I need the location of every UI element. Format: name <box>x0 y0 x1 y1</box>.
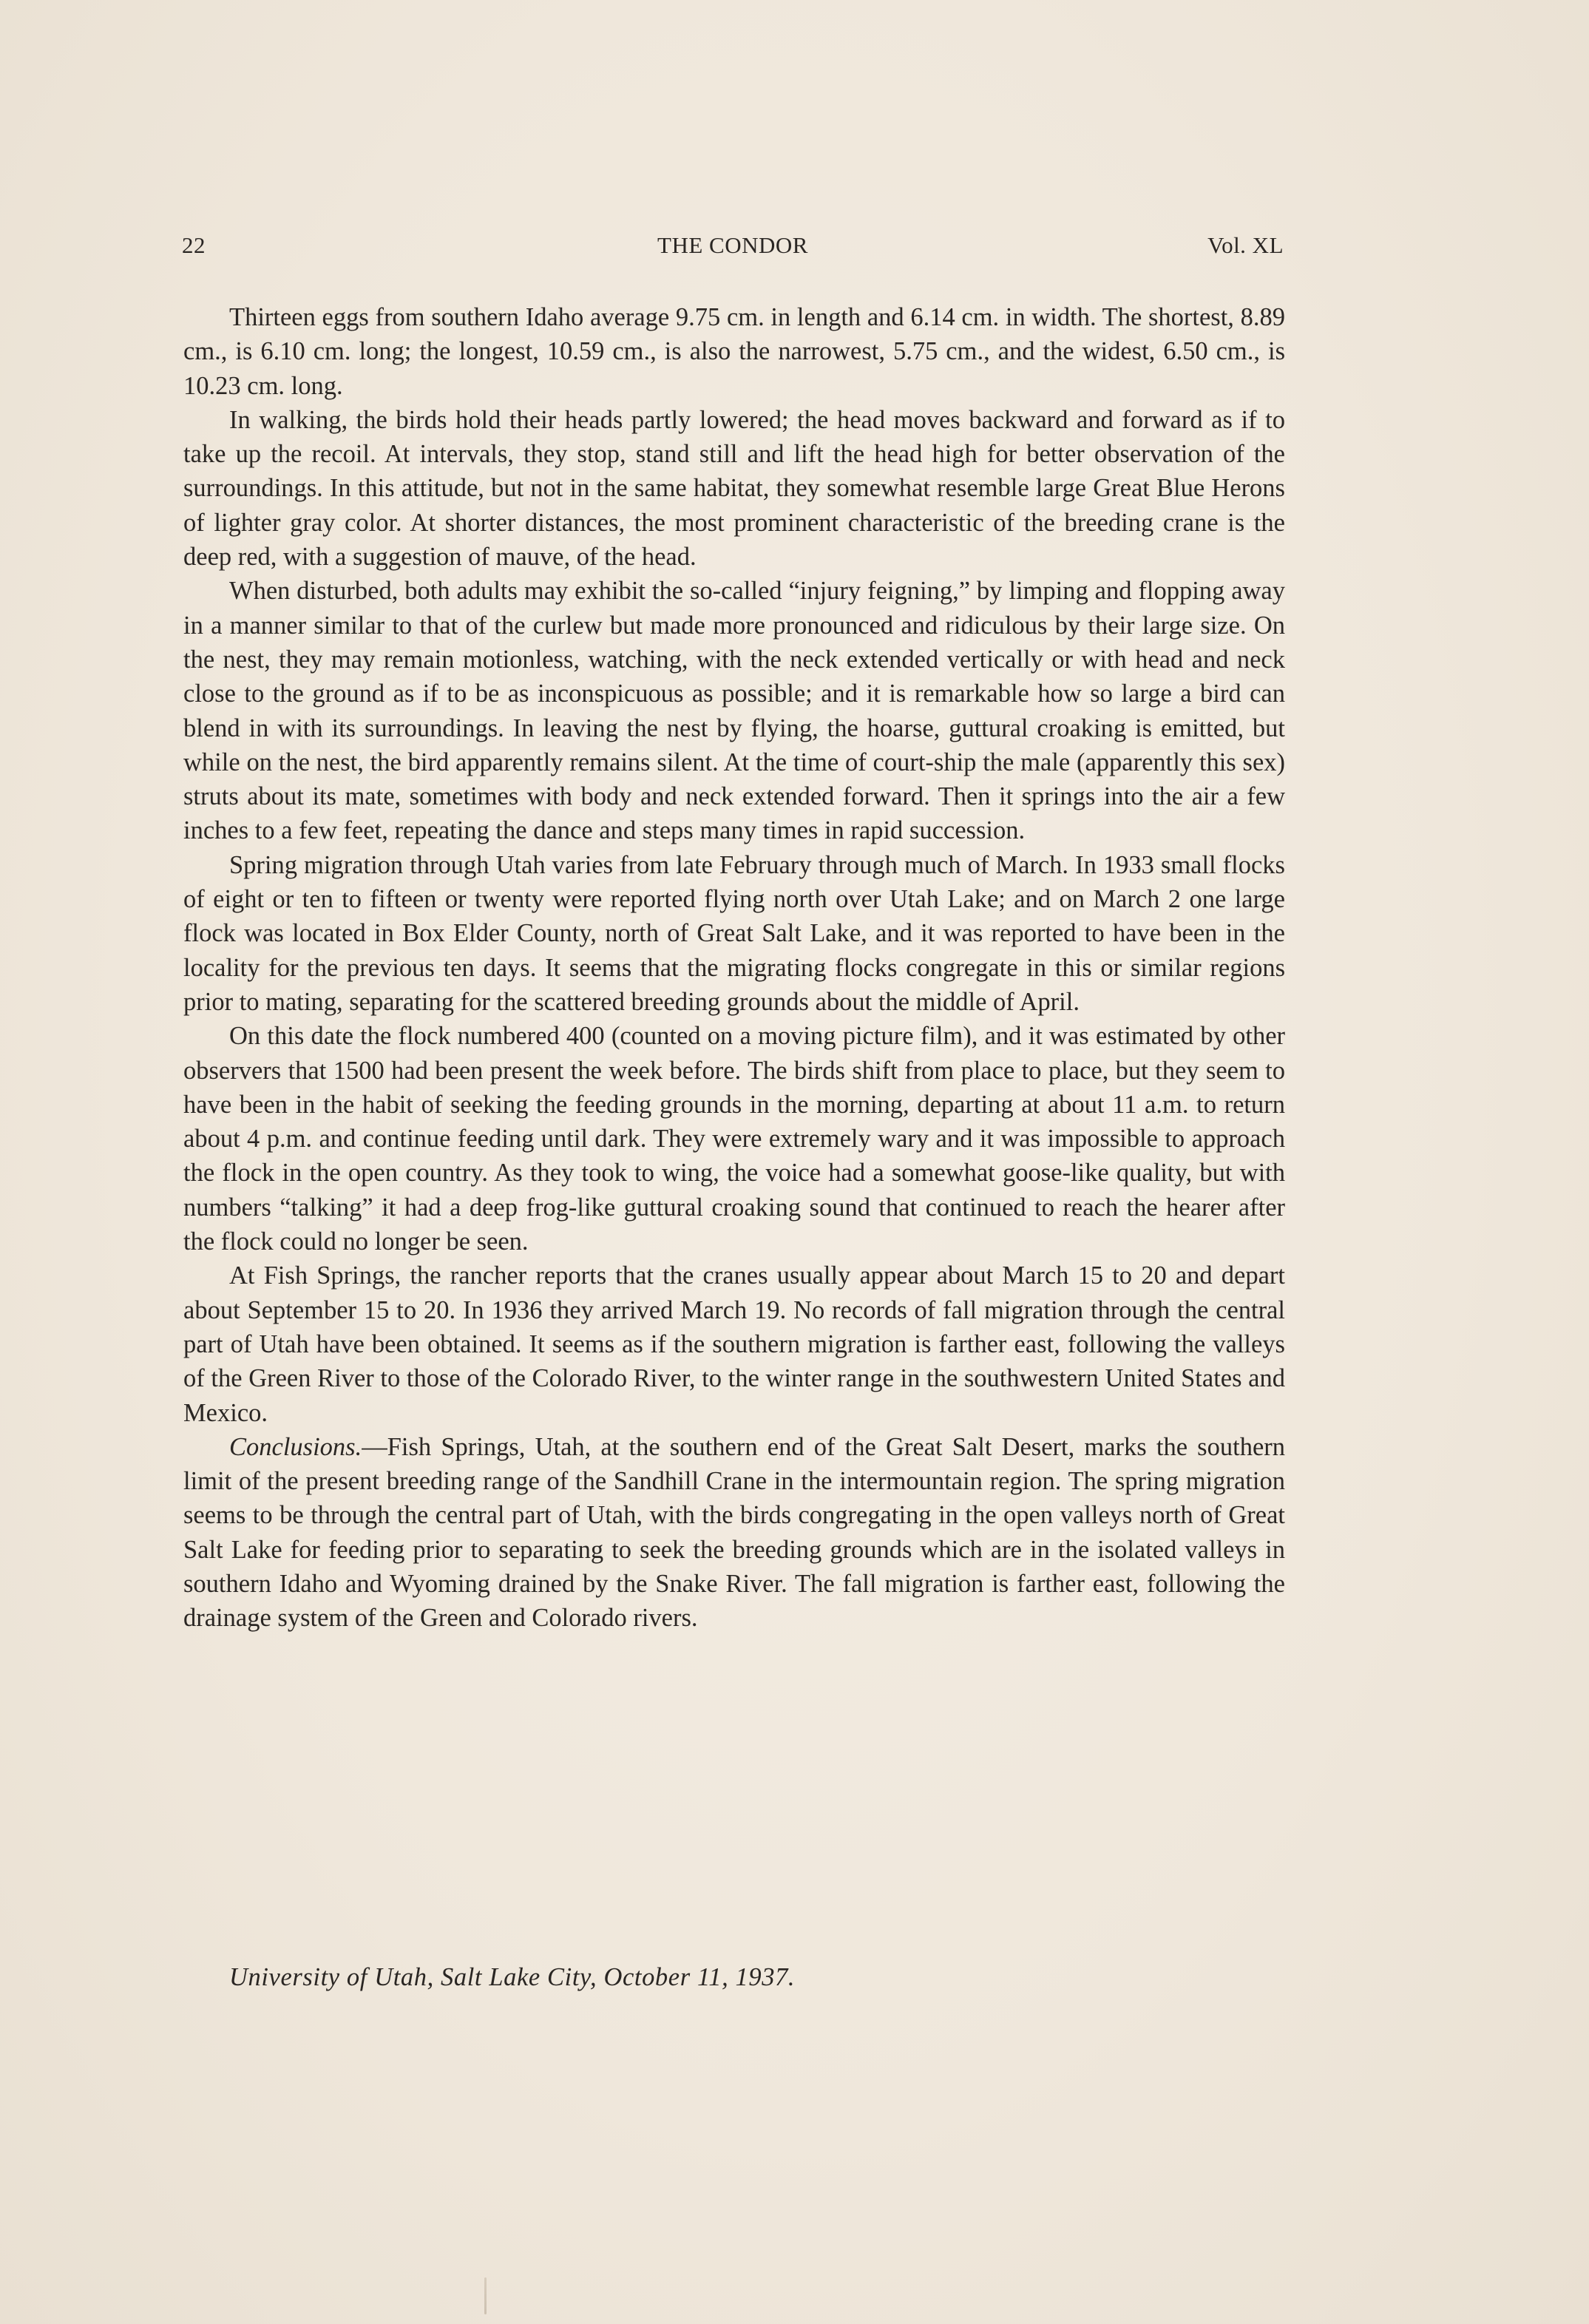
journal-title: THE CONDOR <box>657 232 808 258</box>
author-affiliation: University of Utah, Salt Lake City, October 11, 1937. <box>229 1963 796 1991</box>
paragraph-spring-migration: Spring migration through Utah varies from late February through much of March. In 1933 small flocks of eight or ten to fifteen or twenty were reported flying north over Utah Lake; and on March 2 one large flock was located in Box Elder County, north of Great Salt Lake, and it was reported to have been in the locality for the previous ten days. It seems that the migrating flocks congregate in this or similar regions prior to mating, separating for the scattered breeding grounds about the middle of April. <box>183 850 1285 1016</box>
paragraph-conclusions <box>183 1430 1285 1636</box>
article-body <box>183 300 1285 1636</box>
page-number: 22 <box>182 232 206 258</box>
paragraph-disturbed: When disturbed, both adults may exhibit the so-called “injury feigning,” by limping and flopping away in a manner similar to that of the curlew but made more pronounced and ridiculous by their large size. On the nest, they may remain motionless, watching, with the neck extended vertically or with head and neck close to the ground as if to be as inconspicuous as possible; and it is remarkable how so large a bird can blend in with its surroundings. In leaving the nest by flying, the hoarse, guttural croaking is emitted, but while on the nest, the bird apparently remains silent. At the time of court-ship the male (apparently this sex) struts about its mate, sometimes with body and neck extended forward. Then it springs into the air a few inches to a few feet, repeating the dance and steps many times in rapid succession. <box>183 577 1285 845</box>
paragraph-walking: In walking, the birds hold their heads partly lowered; the head moves backward and forward as if to take up the recoil. At intervals, they stop, stand still and lift the head high for better observation of the surroundings. In this attitude, but not in the same habitat, they somewhat resemble large Great Blue Herons of lighter gray color. At shorter distances, the most prominent characteristic of the breeding crane is the deep red, with a suggestion of mauve, of the head. <box>183 405 1285 572</box>
paragraph-flock-count: On this date the flock numbered 400 (counted on a moving picture film), and it was estimated by other observers that 1500 had been present the week before. The birds shift from place to place, but they seem to have been in the habit of seeking the feeding grounds in the morning, departing at about 11 a.m. to return about 4 p.m. and continue feeding until dark. They were extremely wary and it was impossible to approach the flock in the open country. As they took to wing, the voice had a somewhat goose-like quality, but with numbers “talking” it had a deep frog-like guttural croaking sound that continued to reach the hearer after the flock could no longer be seen. <box>183 1022 1285 1256</box>
volume-label: Vol. XL <box>1207 232 1284 258</box>
conclusions-text: —Fish Springs, Utah, at the southern end of the Great Salt Desert, marks the southern limit of the present breeding range of the Sandhill Crane in the intermountain region. The spring migration seems to be through the central part of Utah, with the birds congregating in the open valleys north of Great Salt Lake for feeding prior to separating to seek the breeding grounds which are in the isolated valleys in southern Idaho and Wyoming drained by the Snake River. The fall migration is farther east, following the drainage system of the Green and Colorado rivers. <box>183 1432 1285 1633</box>
paragraph-eggs: Thirteen eggs from southern Idaho average 9.75 cm. in length and 6.14 cm. in width. The shortest, 8.89 cm., is 6.10 cm. long; the longest, 10.59 cm., is also the narrowest, 5.75 cm., and the widest, 6.50 cm., is 10.23 cm. long. <box>183 303 1285 400</box>
conclusions-label: Conclusions. <box>229 1432 362 1461</box>
paper-crease-mark <box>484 2277 487 2314</box>
running-header <box>182 232 1284 265</box>
paragraph-fish-springs: At Fish Springs, the rancher reports that the cranes usually appear about March 15 to 20 and depart about September 15 to 20. In 1936 they arrived March 19. No records of fall migration through the central part of Utah have been obtained. It seems as if the southern migration is farther east, following the valleys of the Green River to those of the Colorado River, to the winter range in the southwestern United States and Mexico. <box>183 1261 1285 1427</box>
